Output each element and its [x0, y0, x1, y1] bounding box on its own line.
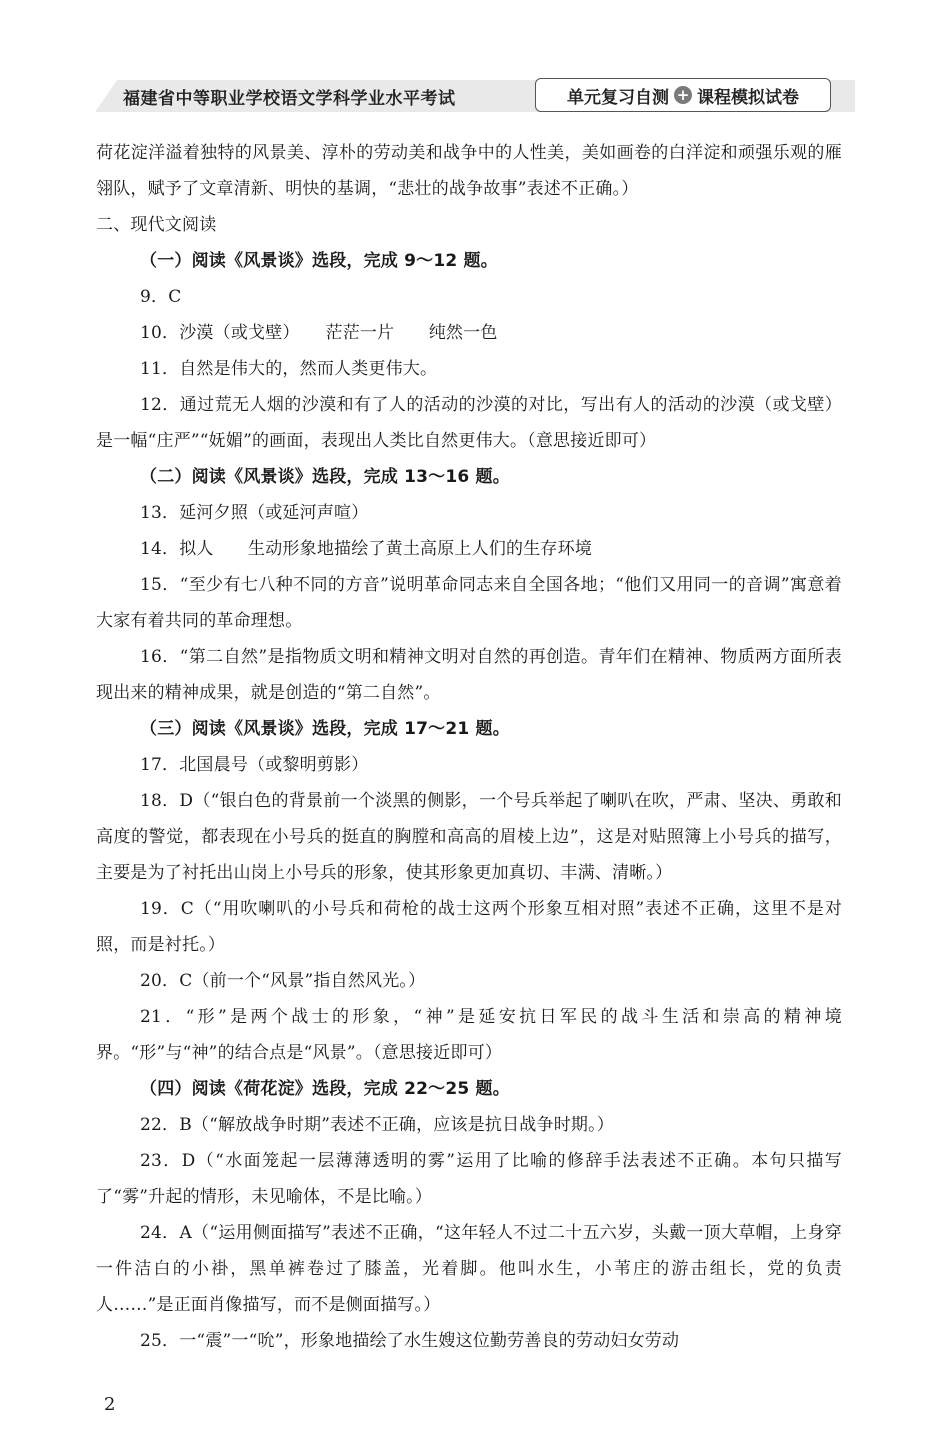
answer-paragraph: 9．C: [140, 287, 182, 307]
answer-paragraph: 15．“至少有七八种不同的方音”说明革命同志来自全国各地；“他们又用同一的音调”寓意着大家有着共同的革命理想。: [96, 575, 842, 631]
header-box-right-label: 课程模拟试卷: [697, 87, 799, 108]
section-heading: （一）阅读《风景谈》选段，完成 9～12 题。: [140, 251, 498, 271]
answer-paragraph: 18．D（“银白色的背景前一个淡黑的侧影，一个号兵举起了喇叭在吹，严肃、坚决、勇敢和高度的警觉，都表现在小号兵的挺直的胸膛和高高的眉棱上边”，这是对贴照簿上小号兵的描写，主要是为了衬托出山岗上小号兵的形象，使其形象更加真切、丰满、清晰。）: [96, 791, 842, 883]
part-heading: 二、现代文阅读: [96, 215, 217, 235]
plus-icon: +: [674, 86, 692, 104]
answer-paragraph: 22．B（“解放战争时期”表述不正确，应该是抗日战争时期。）: [140, 1115, 615, 1135]
answer-paragraph: 11．自然是伟大的，然而人类更伟大。: [140, 359, 438, 379]
answer-paragraph: 19．C（“用吹喇叭的小号兵和荷枪的战士这两个形象互相对照”表述不正确，这里不是对照，而是衬托。）: [96, 899, 842, 955]
answer-paragraph: 16．“第二自然”是指物质文明和精神文明对自然的再创造。青年们在精神、物质两方面所表现出来的精神成果，就是创造的“第二自然”。: [96, 647, 842, 703]
answer-paragraph: 21．“形”是两个战士的形象，“神”是延安抗日军民的战斗生活和崇高的精神境界。“形”与“神”的结合点是“风景”。（意思接近即可）: [96, 1007, 842, 1063]
answer-paragraph: 荷花淀洋溢着独特的风景美、淳朴的劳动美和战争中的人性美，美如画卷的白洋淀和顽强乐观的雁翎队，赋予了文章清新、明快的基调，“悲壮的战争故事”表述不正确。）: [96, 143, 842, 199]
running-header: [95, 74, 855, 118]
answer-paragraph: 14．拟人 生动形象地描绘了黄土高原上人们的生存环境: [140, 539, 593, 559]
answer-paragraph: 25．一“震”一“吮”，形象地描绘了水生嫂这位勤劳善良的劳动妇女劳动: [140, 1331, 680, 1351]
section-heading: （二）阅读《风景谈》选段，完成 13～16 题。: [140, 467, 510, 487]
header-series-box: [535, 78, 831, 112]
answer-paragraph: 23．D（“水面笼起一层薄薄透明的雾”运用了比喻的修辞手法表述不正确。本句只描写了“雾”升起的情形，未见喻体，不是比喻。）: [96, 1151, 842, 1207]
header-title: 福建省中等职业学校语文学科学业水平考试: [123, 89, 456, 109]
answer-content: [96, 135, 842, 1359]
section-heading: （四）阅读《荷花淀》选段，完成 22～25 题。: [140, 1079, 510, 1099]
answer-paragraph: 24．A（“运用侧面描写”表述不正确，“这年轻人不过二十五六岁，头戴一顶大草帽，上身穿一件洁白的小褂，黑单裤卷过了膝盖，光着脚。他叫水生，小苇庄的游击组长，党的负责人……”是正面肖像描写，而不是侧面描写。）: [96, 1223, 842, 1315]
answer-paragraph: 12．通过荒无人烟的沙漠和有了人的活动的沙漠的对比，写出有人的活动的沙漠（或戈壁）是一幅“庄严”“妩媚”的画面，表现出人类比自然更伟大。（意思接近即可）: [96, 395, 842, 451]
answer-paragraph: 20．C（前一个“风景”指自然风光。）: [140, 971, 426, 991]
answer-paragraph: 10．沙漠（或戈壁） 茫茫一片 纯然一色: [140, 323, 498, 343]
page-number: 2: [104, 1394, 116, 1415]
answer-paragraph: 13．延河夕照（或延河声喧）: [140, 503, 369, 523]
header-box-left-label: 单元复习自测: [567, 87, 669, 108]
answer-paragraph: 17．北国晨号（或黎明剪影）: [140, 755, 369, 775]
section-heading: （三）阅读《风景谈》选段，完成 17～21 题。: [140, 719, 510, 739]
